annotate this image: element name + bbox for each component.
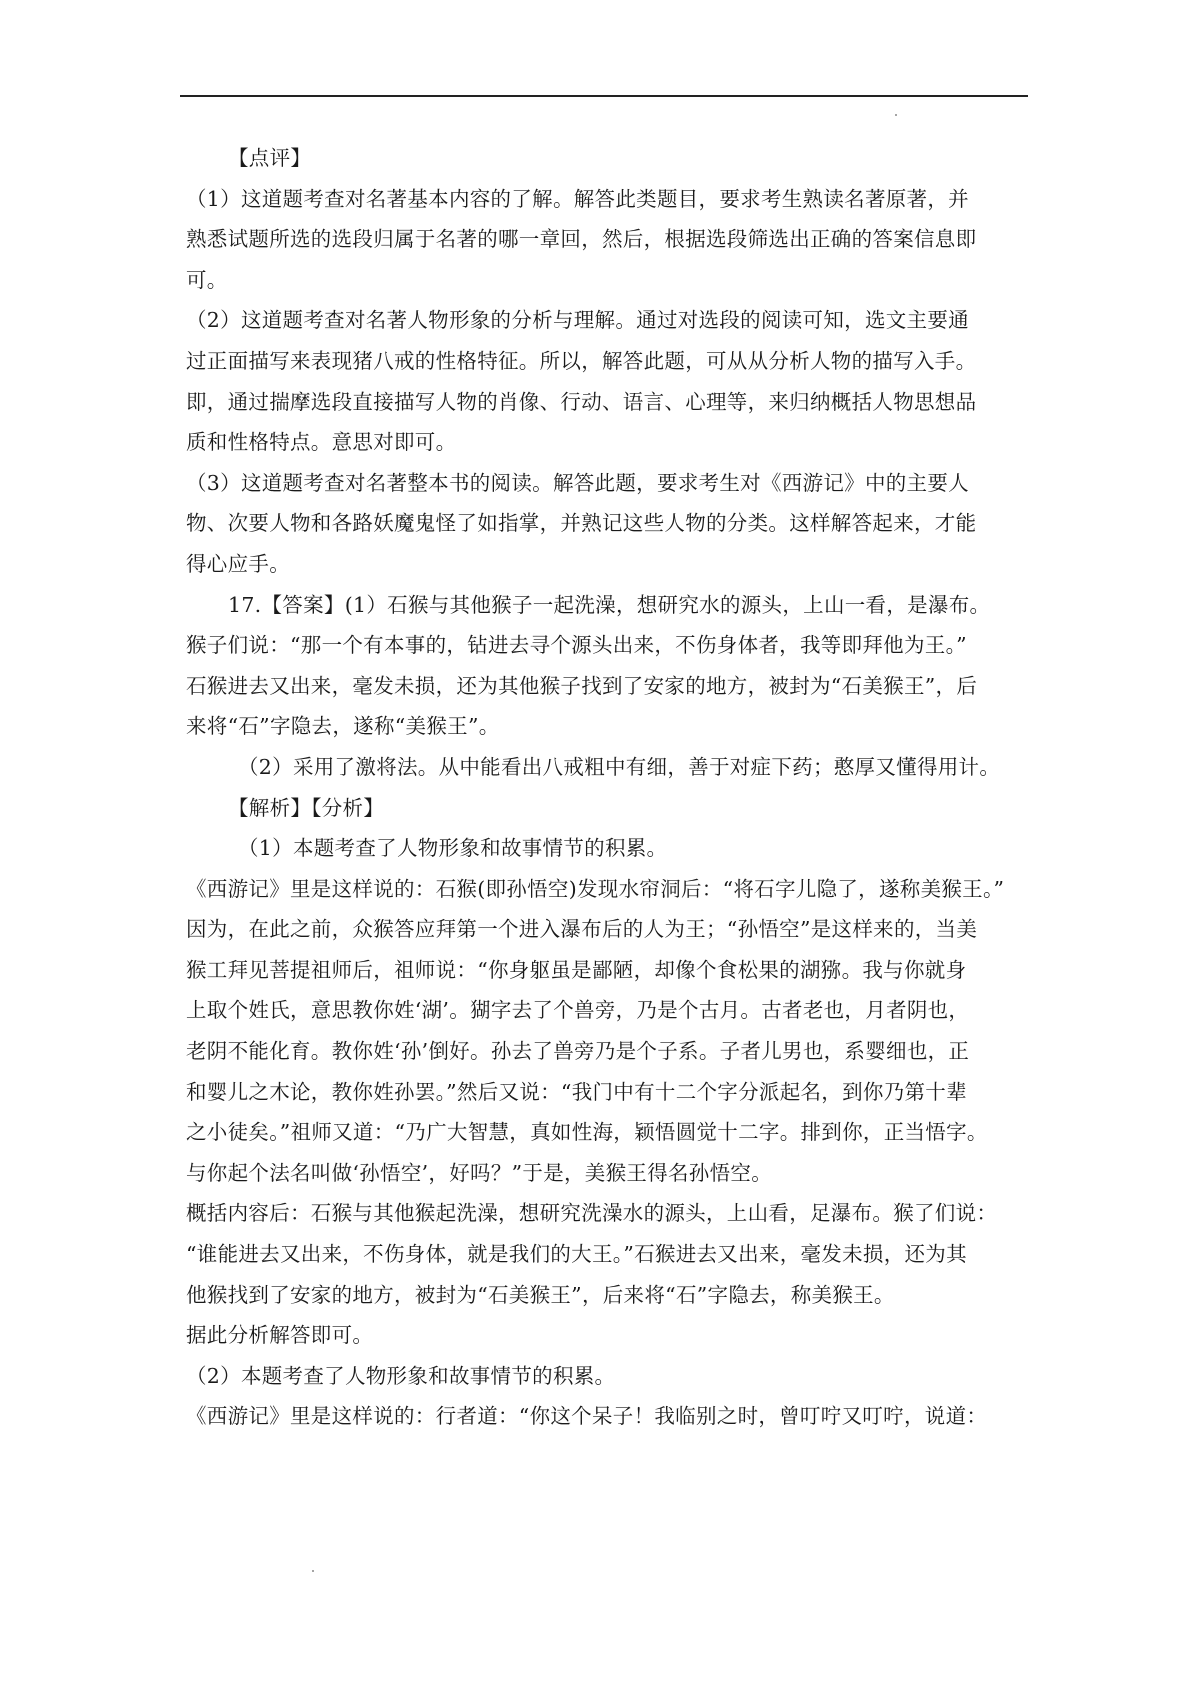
text-line: （1）这道题考查对名著基本内容的了解。解答此类题目，要求考生熟读名著原著，并 (186, 186, 969, 211)
header-rule (180, 95, 1028, 97)
text-line: 和婴儿之木论，教你姓孙罢。”然后又说：“我门中有十二个字分派起名，到你乃第十辈 (186, 1079, 967, 1104)
text-line: 老阴不能化育。教你姓‘孙’倒好。孙去了兽旁乃是个子系。子者儿男也，系婴细也，正 (186, 1039, 970, 1064)
text-line: 17.【答案】(1）石猴与其他猴子一起洗澡，想研究水的源头，上山一看，是瀑布。 (228, 592, 991, 617)
text-line: 据此分析解答即可。 (186, 1323, 374, 1348)
text-line: 因为，在此之前，众猴答应拜第一个进入瀑布后的人为王；“孙悟空”是这样来的，当美 (186, 917, 978, 942)
text-line: （2）采用了激将法。从中能看出八戒粗中有细，善于对症下药；憨厚又懂得用计。 (238, 754, 1001, 779)
text-line: 可。 (186, 267, 228, 292)
text-line: （3）这道题考查对名著整本书的阅读。解答此题，要求考生对《西游记》中的主要人 (186, 470, 969, 495)
text-line: 概括内容后：石猴与其他猴起洗澡，想研究洗澡水的源头，上山看，足瀑布。猴了们说： (186, 1201, 998, 1226)
scan-speck (895, 114, 897, 116)
text-line: 【解析】【分析】 (228, 795, 385, 820)
page-body (186, 138, 1026, 1437)
text-line: 质和性格特点。意思对即可。 (186, 430, 457, 455)
text-line: 猴子们说：“那一个有本事的，钻进去寻个源头出来，不伤身体者，我等即拜他为王。” (186, 633, 967, 658)
text-line: 物、次要人物和各路妖魔鬼怪了如指掌，并熟记这些人物的分类。这样解答起来，才能 (186, 511, 977, 536)
text-line: 【点评】 (228, 146, 312, 170)
text-line: 上取个姓氏，意思教你姓‘湖’。猢字去了个兽旁，乃是个古月。古者老也，月者阴也， (186, 998, 970, 1023)
text-line: 之小徒矣。”祖师又道：“乃广大智慧，真如性海，颖悟圆觉十二字。排到你，正当悟字。 (186, 1120, 988, 1145)
text-line: 他猴找到了安家的地方，被封为“石美猴王”，后来将“石”字隐去，称美猴王。 (186, 1282, 895, 1307)
text-line: 《西游记》里是这样说的：石猴(即孙悟空)发现水帘洞后：“将石字儿隐了，遂称美猴王。” (186, 876, 1005, 901)
text-line: （2）这道题考查对名著人物形象的分析与理解。通过对选段的阅读可知，选文主要通 (186, 308, 969, 333)
text-line: “谁能进去又出来，不伤身体，就是我们的大王。”石猴进去又出来，毫发未损，还为其 (186, 1242, 967, 1267)
text-line: （2）本题考查了人物形象和故事情节的积累。 (186, 1363, 616, 1388)
text-line: 《西游记》里是这样说的：行者道：“你这个呆子！我临别之时，曾叮咛又叮咛，说道： (186, 1404, 988, 1429)
text-line: （1）本题考查了人物形象和故事情节的积累。 (238, 836, 668, 861)
text-line: 与你起个法名叫做‘孙悟空’，好吗？”于是，美猴王得名孙悟空。 (186, 1160, 773, 1185)
text-line: 即，通过揣摩选段直接描写人物的肖像、行动、语言、心理等，来归纳概括人物思想品 (186, 389, 977, 414)
text-line: 猴工拜见菩提祖师后，祖师说：“你身躯虽是鄙陋，却像个食松果的湖猕。我与你就身 (186, 957, 967, 982)
text-line: 石猴进去又出来，毫发未损，还为其他猴子找到了安家的地方，被封为“石美猴王”，后 (186, 673, 978, 698)
text-line: 来将“石”字隐去，遂称“美猴王”。 (186, 714, 500, 739)
text-line: 过正面描写来表现猪八戒的性格特征。所以，解答此题，可从从分析人物的描写入手。 (186, 348, 977, 373)
text-line: 得心应手。 (186, 551, 290, 576)
text-line: 熟悉试题所选的选段归属于名著的哪一章回，然后，根据选段筛选出正确的答案信息即 (186, 227, 977, 252)
scan-speck (312, 1570, 314, 1572)
